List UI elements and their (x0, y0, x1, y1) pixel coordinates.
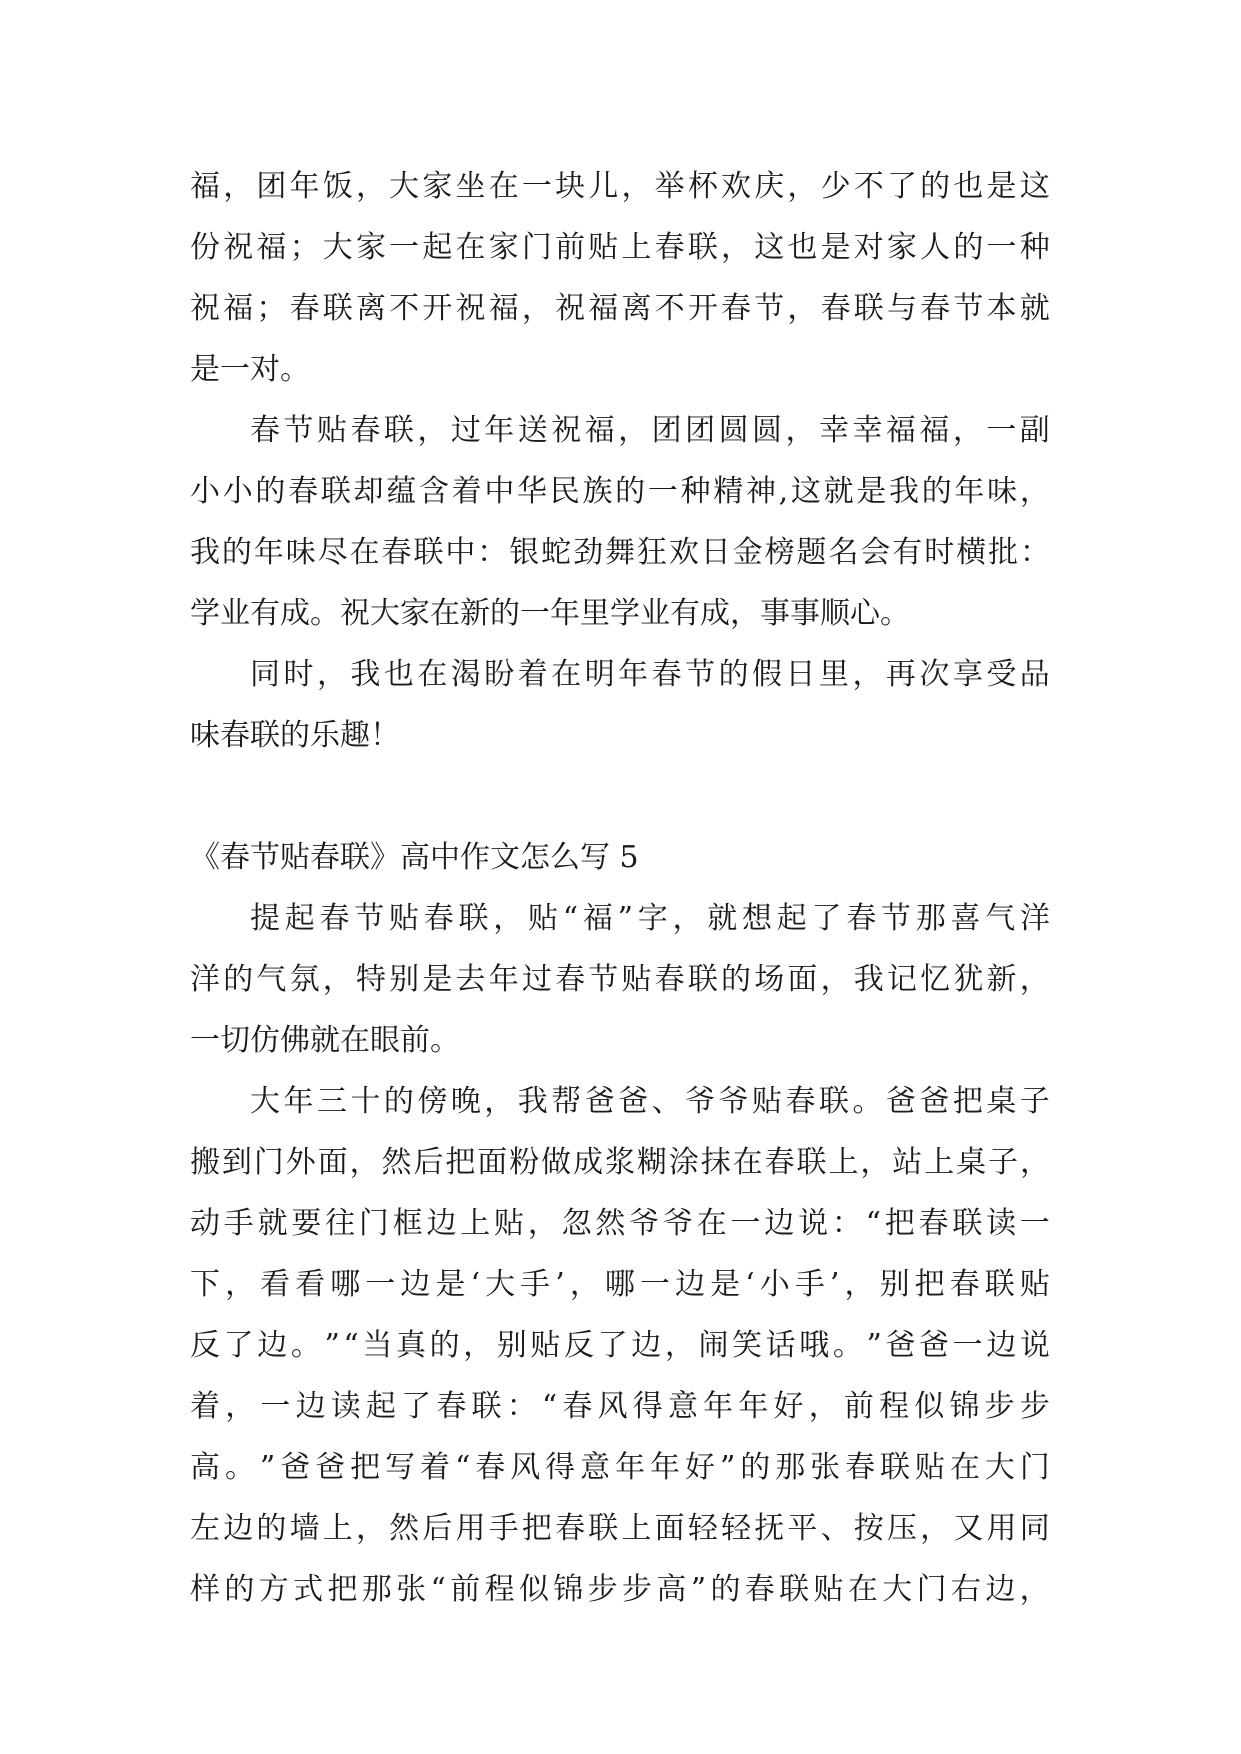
text-line: 份 祝 福 ； 大 家 一 起 在 家 门 前 贴 上 春 联 ， 这 也 是 对 家 人 的 一 种 (190, 230, 1050, 265)
paragraph-1 (190, 156, 1050, 400)
text-line: 味春联的乐趣！ (190, 718, 400, 753)
section-heading: 《春节贴春联》高中作文怎么写 5 (190, 840, 639, 875)
blank-line (190, 766, 1050, 827)
document-body (190, 156, 1050, 1620)
text-line: 着 ， 一 边 读 起 了 春 联 ： “ 春 风 得 意 年 年 好 ， 前 程 似 锦 步 步 (190, 1389, 1050, 1424)
text-line: 洋 的 气 氛 ， 特 别 是 去 年 过 春 节 贴 春 联 的 场 面 ， 我 记 忆 犹 新 ， (190, 962, 1050, 997)
text-line: 左 边 的 墙 上 ， 然 后 用 手 把 春 联 上 面 轻 轻 抚 平 、 按 压 ， 又 用 同 (190, 1511, 1050, 1546)
paragraph-2 (190, 400, 1050, 644)
paragraph-4 (190, 888, 1050, 1071)
text-line: 学业有成。祝大家在新的一年里学业有成，事事顺心。 (190, 596, 910, 631)
text-line: 祝 福 ； 春 联 离 不 开 祝 福 ， 祝 福 离 不 开 春 节 ， 春 联 与 春 节 本 就 (190, 291, 1050, 326)
text-line: 我 的 年 味 尽 在 春 联 中 ： 银 蛇 劲 舞 狂 欢 日 金 榜 题 名 会 有 时 横 批 ： (190, 535, 1050, 570)
text-line: 小 小 的 春 联 却 蕴 含 着 中 华 民 族 的 一 种 精 神 , 这 就 是 我 的 年 味 ， (190, 474, 1050, 509)
text-line: 大 年 三 十 的 傍 晚 ， 我 帮 爸 爸 、 爷 爷 贴 春 联 。 爸 爸 把 桌 子 (250, 1084, 1050, 1119)
paragraph-3 (190, 644, 1050, 766)
text-line: 动 手 就 要 往 门 框 边 上 贴 ， 忽 然 爷 爷 在 一 边 说 ： “ 把 春 联 读 一 (190, 1206, 1050, 1241)
text-line: 福 ， 团 年 饭 ， 大 家 坐 在 一 块 儿 ， 举 杯 欢 庆 ， 少 不 了 的 也 是 这 (190, 169, 1050, 204)
text-line: 一切仿佛就在眼前。 (190, 1023, 460, 1058)
text-line: 提 起 春 节 贴 春 联 ， 贴 “ 福 ” 字 ， 就 想 起 了 春 节 那 喜 气 洋 (250, 901, 1050, 936)
text-line: 是一对。 (190, 352, 310, 387)
text-line: 春 节 贴 春 联 ， 过 年 送 祝 福 ， 团 团 圆 圆 ， 幸 幸 福 福 ， 一 副 (250, 413, 1050, 448)
paragraph-5 (190, 1071, 1050, 1620)
text-line: 同 时 ， 我 也 在 渴 盼 着 在 明 年 春 节 的 假 日 里 ， 再 次 享 受 品 (250, 657, 1050, 692)
text-line: 反 了 边 。 ” “ 当 真 的 ， 别 贴 反 了 边 ， 闹 笑 话 哦 。 ” 爸 爸 一 边 说 (190, 1328, 1050, 1363)
text-line: 高 。 ” 爸 爸 把 写 着 “ 春 风 得 意 年 年 好 ” 的 那 张 春 联 贴 在 大 门 (190, 1450, 1050, 1485)
text-line: 搬 到 门 外 面 ， 然 后 把 面 粉 做 成 浆 糊 涂 抹 在 春 联 上 ， 站 上 桌 子 ， (190, 1145, 1050, 1180)
text-line: 样 的 方 式 把 那 张 “ 前 程 似 锦 步 步 高 ” 的 春 联 贴 在 大 门 右 边 ， (190, 1572, 1050, 1607)
text-line: 下 ， 看 看 哪 一 边 是 ‘ 大 手 ’ ， 哪 一 边 是 ‘ 小 手 ’ ， 别 把 春 联 贴 (190, 1267, 1050, 1302)
